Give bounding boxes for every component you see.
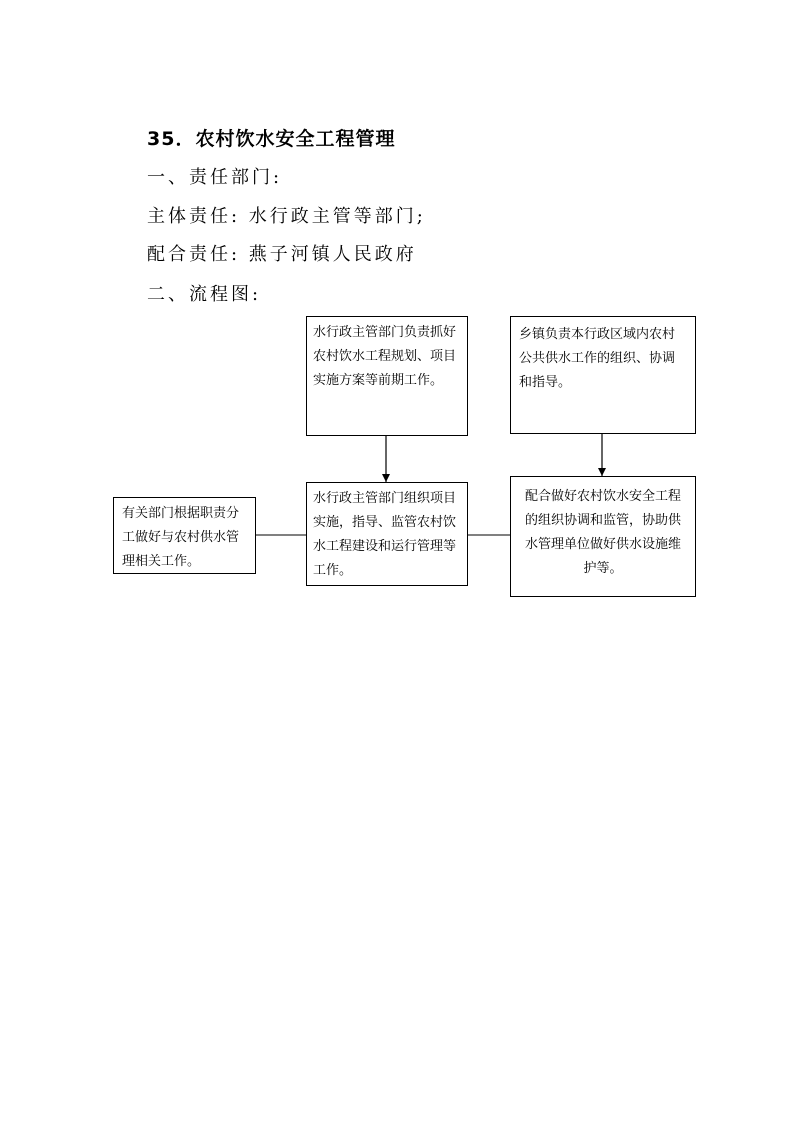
page-title: 35．农村饮水安全工程管理	[147, 128, 396, 150]
flow-box-township-coordination: 乡镇负责本行政区域内农村公共供水工作的组织、协调和指导。	[510, 316, 696, 434]
flow-box-related-departments: 有关部门根据职责分工做好与农村供水管理相关工作。	[113, 497, 256, 574]
arrowhead-right	[598, 468, 606, 476]
cooperating-responsibility-text: 配合责任: 燕子河镇人民政府	[147, 244, 417, 265]
section-responsible-heading: 一、责任部门:	[147, 167, 283, 188]
flow-box-planning: 水行政主管部门负责抓好农村饮水工程规划、项目实施方案等前期工作。	[306, 316, 468, 436]
primary-responsibility-text: 主体责任: 水行政主管等部门;	[147, 206, 426, 227]
arrowhead-center	[382, 474, 390, 482]
flow-box-cooperation-maintenance: 配合做好农村饮水安全工程的组织协调和监管，协助供水管理单位做好供水设施维护等。	[510, 476, 696, 597]
section-flowchart-heading: 二、流程图:	[147, 284, 262, 305]
flow-box-implementation-supervision: 水行政主管部门组织项目实施，指导、监管农村饮水工程建设和运行管理等工作。	[306, 482, 468, 586]
